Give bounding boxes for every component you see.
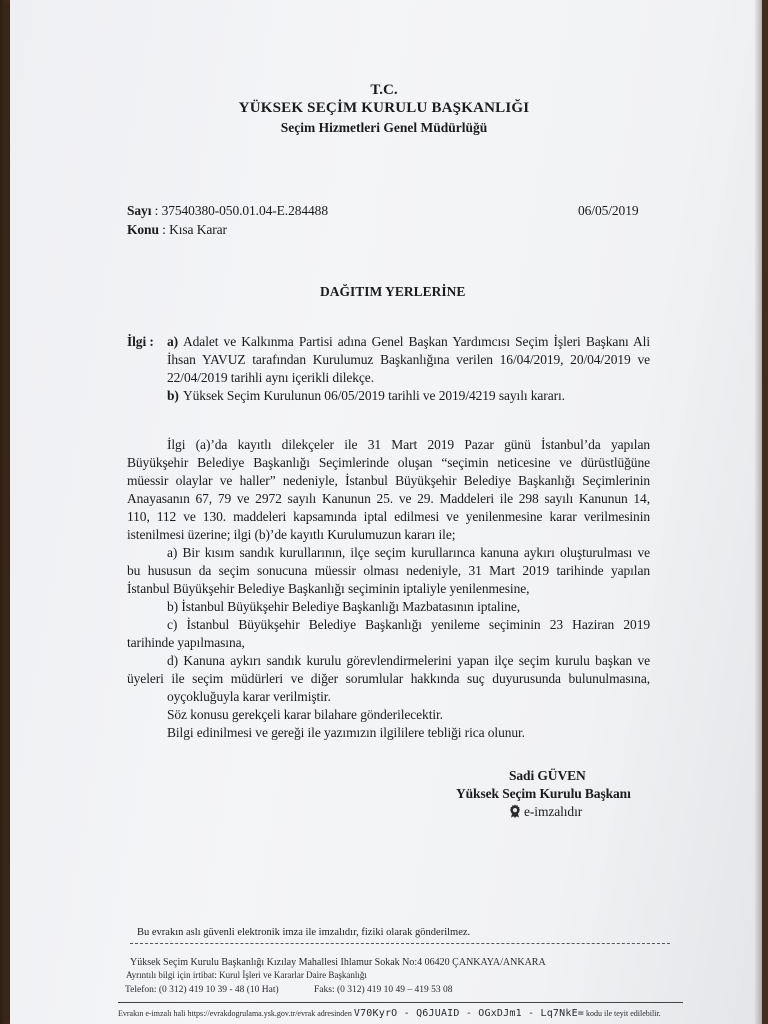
footer-fax: Faks: (0 312) 419 10 49 – 419 53 08 <box>314 985 453 995</box>
verify-suffix: kodu ile teyit edilebilir. <box>586 1009 661 1018</box>
body-p1-line4: Anayasanın 67, 79 ve 2972 sayılı Kanunun 25. ve 29. Maddeleri ile 298 sayılı Kanunun 14, <box>127 491 650 506</box>
seal-icon <box>508 804 522 818</box>
item-a-line3: İstanbul Büyükşehir Belediye Başkanlığı seçiminin iptaliyle yenilenmesine, <box>127 581 530 596</box>
body-p1-line1: İlgi (a)’da kayıtlı dilekçeler ile 31 Mart 2019 Pazar günü İstanbul’da yapılan <box>167 437 650 452</box>
document-date: 06/05/2019 <box>578 203 639 218</box>
footer-verify-line <box>118 1008 661 1019</box>
ilgi-b-label: b) <box>167 388 179 403</box>
signatory-name: Sadi GÜVEN <box>509 768 586 783</box>
body-p1-line5: 110, 112 ve 130. maddeleri kapsamında iptal edilmesi ve yenilenmesine karar verilmesinin <box>127 509 650 524</box>
ilgi-b-text: Yüksek Seçim Kurulunun 06/05/2019 tarihli ve 2019/4219 sayılı kararı. <box>183 388 565 403</box>
footer-rule <box>118 1002 683 1003</box>
footer-address: Yüksek Seçim Kurulu Başkanlığı Kızılay Mahallesi Ihlamur Sokak No:4 06420 ÇANKAYA/ANKARA <box>130 957 546 968</box>
sayi-line <box>127 203 328 219</box>
konu-value: : Kısa Karar <box>162 222 227 237</box>
footer-divider <box>130 943 670 944</box>
signatory-title: Yüksek Seçim Kurulu Başkanı <box>456 786 631 801</box>
footer-esign-notice: Bu evrakın aslı güvenli elektronik imza ile imzalıdır, fiziki olarak gönderilmez. <box>137 927 471 938</box>
header-department: Seçim Hizmetleri Genel Müdürlüğü <box>280 120 488 135</box>
ilgi-a-label: a) <box>167 334 179 349</box>
item-a-line1: a) Bir kısım sandık kurullarının, ilçe seçim kurullarınca kanuna aykırı oluşturulması ve <box>167 545 650 560</box>
body-p1-line6: istenilmesi üzerine; ilgi (b)’de kayıtlı Kurulumuzun kararı ile; <box>127 527 456 542</box>
item-c-line2: tarihinde yapılmasına, <box>127 635 245 650</box>
body-p1-line2: Büyükşehir Belediye Başkanlığı Seçimlerinde oluşan “seçimin neticesine ve dürüstlüğüne <box>127 455 650 470</box>
item-d-line2: üyeleri ile seçim müdürleri ve diğer sorumlular hakkında suç duyurusunda bulunulmasına, <box>127 671 650 686</box>
recipient-heading: DAĞITIM YERLERİNE <box>320 284 466 299</box>
ilgi-a-line2: İhsan YAVUZ tarafından Kurulumuz Başkanlığına verilen 16/04/2019, 20/04/2019 ve <box>167 352 650 367</box>
item-d-line1: d) Kanuna aykırı sandık kurulu görevlendirmelerini yapan ilçe seçim kurulu başkan ve <box>167 653 650 668</box>
header-institution: YÜKSEK SEÇİM KURULU BAŞKANLIĞI <box>238 100 530 116</box>
item-b-line1: b) İstanbul Büyükşehir Belediye Başkanlığı Mazbatasının iptaline, <box>167 599 521 614</box>
closing-line1: Söz konusu gerekçeli karar bilahare gönderilecektir. <box>167 707 443 722</box>
body-p1-line3: müessir olaylar ve haller” nedeniyle, İstanbul Büyükşehir Belediye Başkanlığı Seçimlerinin <box>127 473 650 488</box>
verify-prefix: Evrakın e-imzalı hali https://evrakdogrulama.ysk.gov.tr/evrak adresinden <box>118 1009 352 1018</box>
item-c-line1: c) İstanbul Büyükşehir Belediye Başkanlığı yenileme seçiminin 23 Haziran 2019 <box>167 617 650 632</box>
esign-line <box>508 804 582 820</box>
konu-label: Konu <box>127 222 159 237</box>
ilgi-label: İlgi : <box>127 334 154 349</box>
konu-line <box>127 222 227 238</box>
sayi-label: Sayı <box>127 203 152 218</box>
verify-code: V70KyrO - Q6JUAID - OGxDJm1 - Lq7NkE= <box>353 1008 585 1019</box>
ilgi-a-line3: 22/04/2019 tarihli aynı içerikli dilekçe. <box>167 370 374 385</box>
sayi-value: : 37540380-050.01.04-E.284488 <box>154 203 328 218</box>
ilgi-a-line1: Adalet ve Kalkınma Partisi adına Genel Başkan Yardımcısı Seçim İşleri Başkanı Ali <box>183 334 650 349</box>
item-d-line3: oyçokluğuyla karar verilmiştir. <box>167 689 331 704</box>
closing-line2: Bilgi edinilmesi ve gereği ile yazımızın ilgililere tebliği rica olunur. <box>167 725 525 740</box>
footer-phone: Telefon: (0 312) 419 10 39 - 48 (10 Hat) <box>125 985 279 995</box>
header-tc: T.C. <box>370 82 398 98</box>
footer-contact: Ayrıntılı bilgi için irtibat: Kurul İşleri ve Kararlar Daire Başkanlığı <box>126 970 367 980</box>
esign-text: e-imzalıdır <box>524 804 583 819</box>
item-a-line2: bu hususun da seçim sonucuna müessir olması nedeniyle, 31 Mart 2019 tarihinde yapılan <box>127 563 650 578</box>
